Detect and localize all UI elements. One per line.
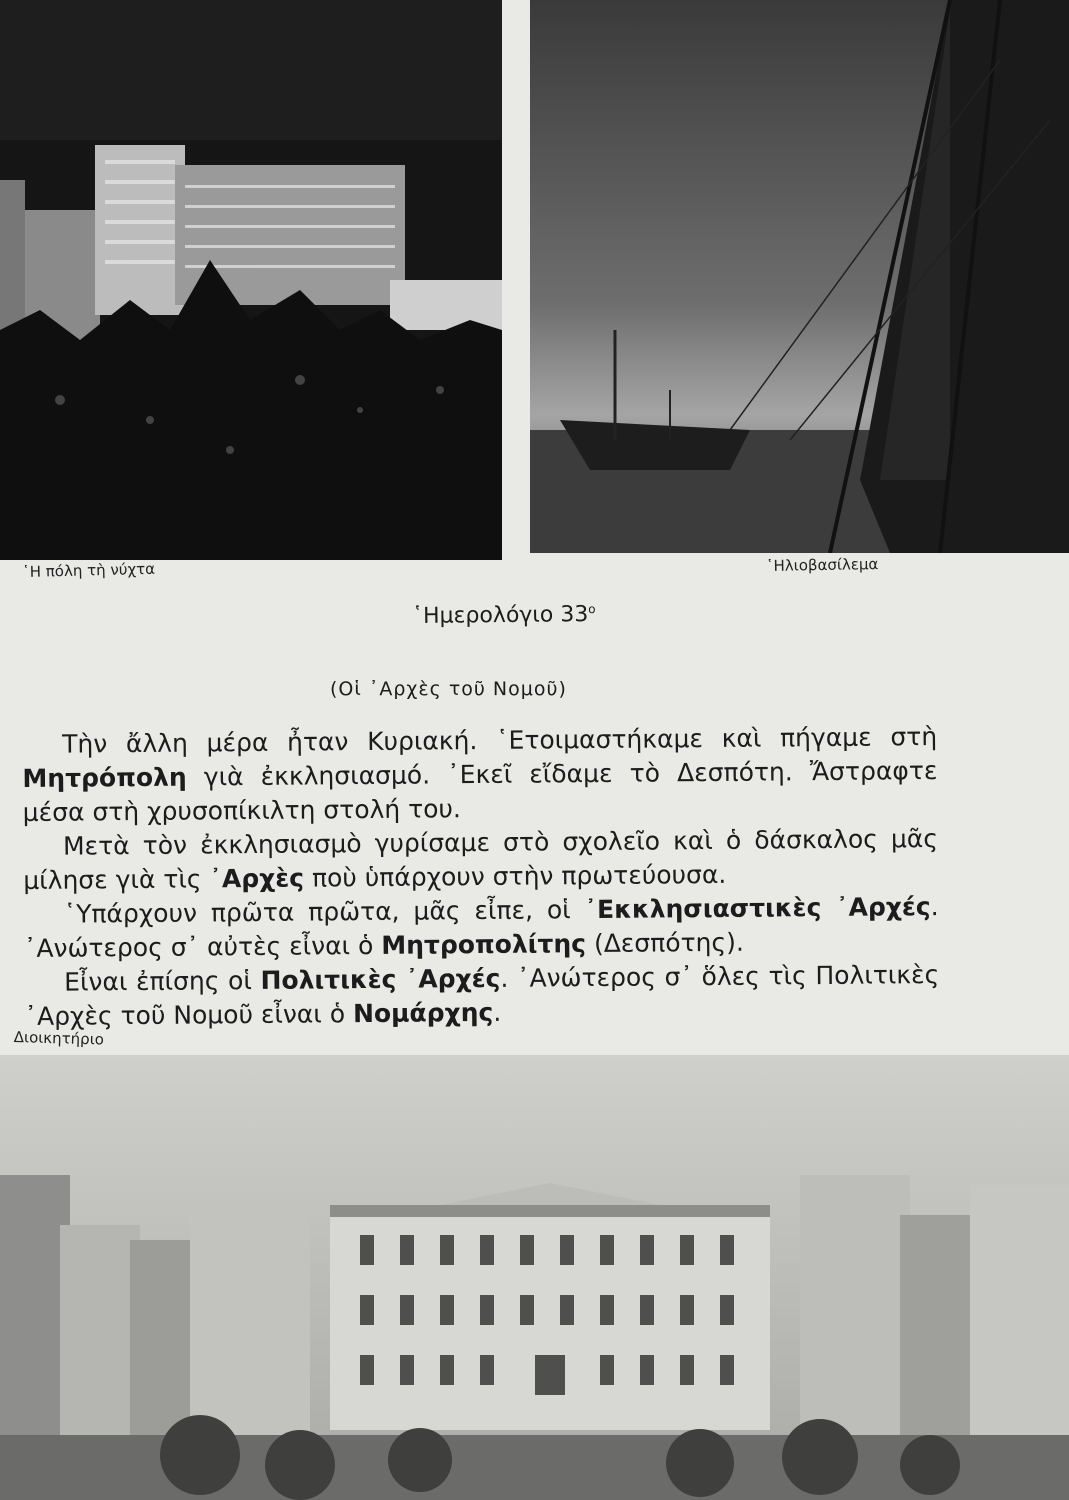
- bold-term: Μητρόπολη: [22, 762, 187, 793]
- sunset-photo: [530, 0, 1069, 553]
- body-text: [22, 720, 940, 1034]
- government-house-photo: [0, 1055, 1069, 1500]
- heading-title: ῾Ημερολόγιο 33: [411, 602, 589, 629]
- page-heading: [412, 602, 596, 629]
- city-night-caption: ῾Η πόλη τὴ νύχτα: [22, 559, 156, 581]
- paragraph-2: [23, 822, 939, 898]
- text-span: (Δεσπότης).: [585, 927, 744, 959]
- bold-term: Πολιτικὲς ᾿Αρχές: [260, 963, 501, 995]
- building-caption: Διοικητήριο: [13, 1028, 105, 1049]
- text-span: . ᾿Ανώτερος σ᾿ ὅλες τὶς Πολιτικὲς ᾿Αρχὲς τοῦ Νομοῦ εἶναι ὁ: [24, 960, 940, 1031]
- text-span: ποὺ ὑπάρχουν στὴν πρωτεύουσα.: [303, 859, 727, 893]
- text-span: γιὰ ἐκκλησιασμό. ᾿Εκεῖ εἴδαμε τὸ Δεσπότη. Ἄστραφτε μέσα στὴ χρυσοπίκιλτη στολή του.: [22, 756, 938, 827]
- text-span: ῾Υπάρχουν πρῶτα πρῶτα, μᾶς εἶπε, οἱ: [63, 895, 585, 929]
- city-night-photo: [0, 0, 502, 560]
- paragraph-3: [23, 890, 939, 966]
- bold-term: ᾿Αρχὲς: [209, 863, 305, 894]
- text-span: . ᾿Ανώτερος σ᾿ αὐτὲς εἶναι ὁ: [23, 892, 939, 963]
- bold-term: Νομάρχης: [352, 997, 494, 1029]
- bold-term: ᾿Εκκλησιαστικὲς ᾿Αρχές: [584, 892, 931, 925]
- paragraph-4: [24, 958, 940, 1034]
- heading-superscript: ο: [588, 602, 596, 617]
- text-span: Εἶναι ἐπίσης οἱ: [64, 965, 261, 997]
- sunset-caption: ῾Ηλιοβασίλεμα: [765, 555, 879, 575]
- paragraph-1: [22, 720, 938, 830]
- page-subheading: (Οἱ ᾿Αρχὲς τοῦ Νομοῦ): [330, 678, 567, 700]
- bold-term: Μητροπολίτης: [381, 929, 587, 960]
- text-span: Μετὰ τὸν ἐκκλησιασμὸ γυρίσαμε στὸ σχολεῖο καὶ ὁ δάσκαλος μᾶς μίλησε γιὰ τὶς: [23, 824, 939, 895]
- text-span: Τὴν ἄλλη μέρα ἦταν Κυριακή. ῾Ετοιμαστήκαμε καὶ πήγαμε στὴ: [62, 722, 938, 759]
- text-span: .: [493, 997, 502, 1027]
